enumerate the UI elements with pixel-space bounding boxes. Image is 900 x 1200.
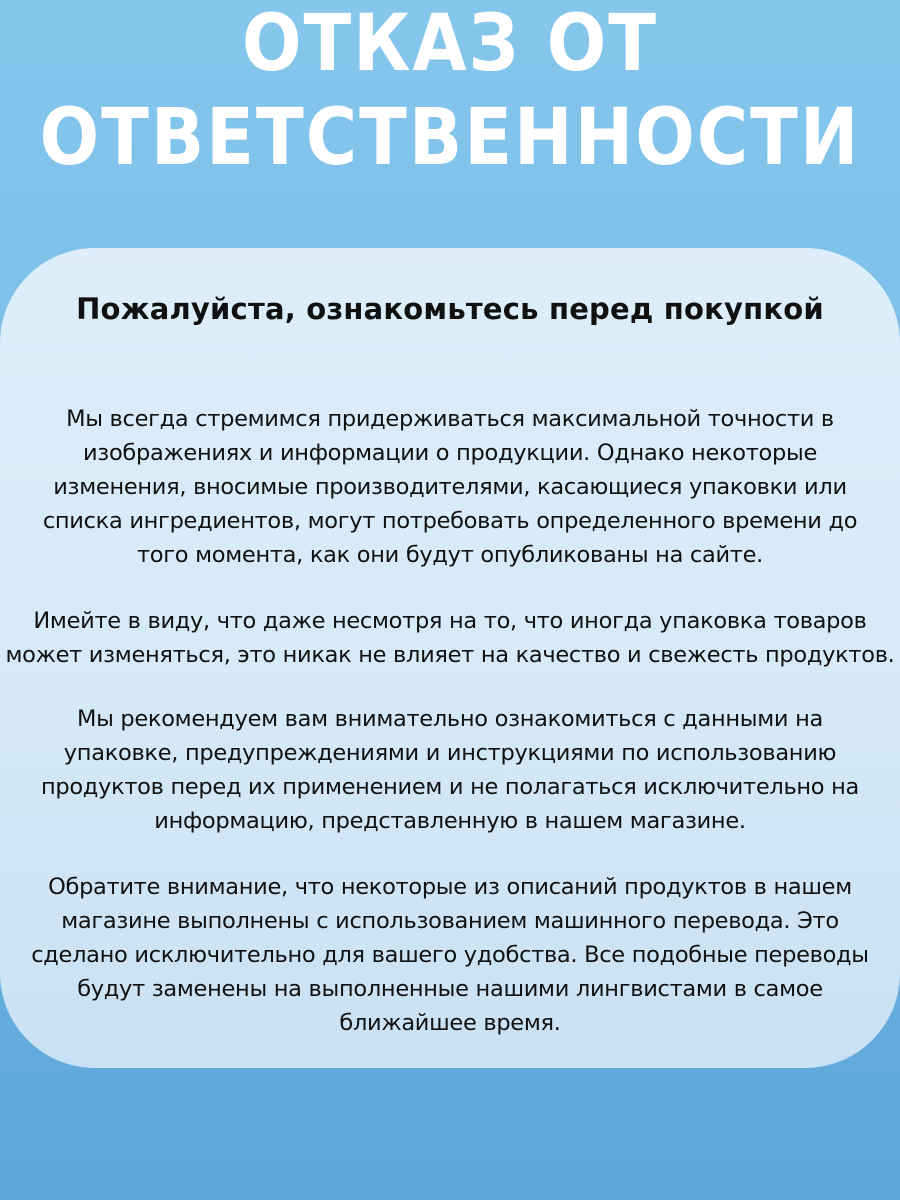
paragraph-line: магазине выполнены с использованием машинного перевода. Это bbox=[61, 908, 839, 934]
paragraph-line: сделано исключительно для вашего удобства. Все подобные переводы bbox=[31, 942, 869, 968]
paragraph-accuracy bbox=[0, 402, 900, 572]
card-heading: Пожалуйста, ознакомьтесь перед покупкой bbox=[76, 292, 824, 326]
paragraph-packaging bbox=[0, 604, 900, 672]
paragraph-line: Мы рекомендуем вам внимательно ознакомиться с данными на bbox=[76, 706, 824, 732]
title-line-2: ОТВЕТСТВЕННОСТИ bbox=[39, 91, 861, 183]
paragraph-line: будут заменены на выполненные нашими лингвистами в самое bbox=[77, 976, 823, 1002]
paragraph-line: изображениях и информации о продукции. Однако некоторые bbox=[82, 440, 818, 466]
paragraph-line: списка ингредиентов, могут потребовать определенного времени до bbox=[42, 508, 858, 534]
paragraph-line: того момента, как они будут опубликованы на сайте. bbox=[136, 542, 763, 568]
paragraph-line: продуктов перед их применением и не полагаться исключительно на bbox=[40, 774, 860, 800]
disclaimer-card bbox=[0, 248, 900, 1068]
title-line-1: ОТКАЗ ОТ bbox=[241, 0, 658, 89]
paragraph-line: информацию, представленную в нашем магазине. bbox=[154, 808, 746, 834]
paragraph-line: Имейте в виду, что даже несмотря на то, что иногда упаковка товаров bbox=[33, 608, 867, 634]
paragraph-line: изменения, вносимые производителями, касающиеся упаковки или bbox=[53, 474, 847, 500]
paragraph-line: может изменяться, это никак не влияет на качество и свежесть продуктов. bbox=[5, 642, 895, 668]
paragraph-line: Обратите внимание, что некоторые из описаний продуктов в нашем bbox=[48, 874, 852, 900]
paragraph-line: упаковке, предупреждениями и инструкциями по использованию bbox=[63, 740, 837, 766]
paragraph-translation bbox=[0, 870, 900, 1040]
paragraph-line: Мы всегда стремимся придерживаться максимальной точности в bbox=[66, 406, 834, 432]
paragraph-line: ближайшее время. bbox=[339, 1010, 561, 1036]
paragraph-recommendation bbox=[0, 702, 900, 838]
